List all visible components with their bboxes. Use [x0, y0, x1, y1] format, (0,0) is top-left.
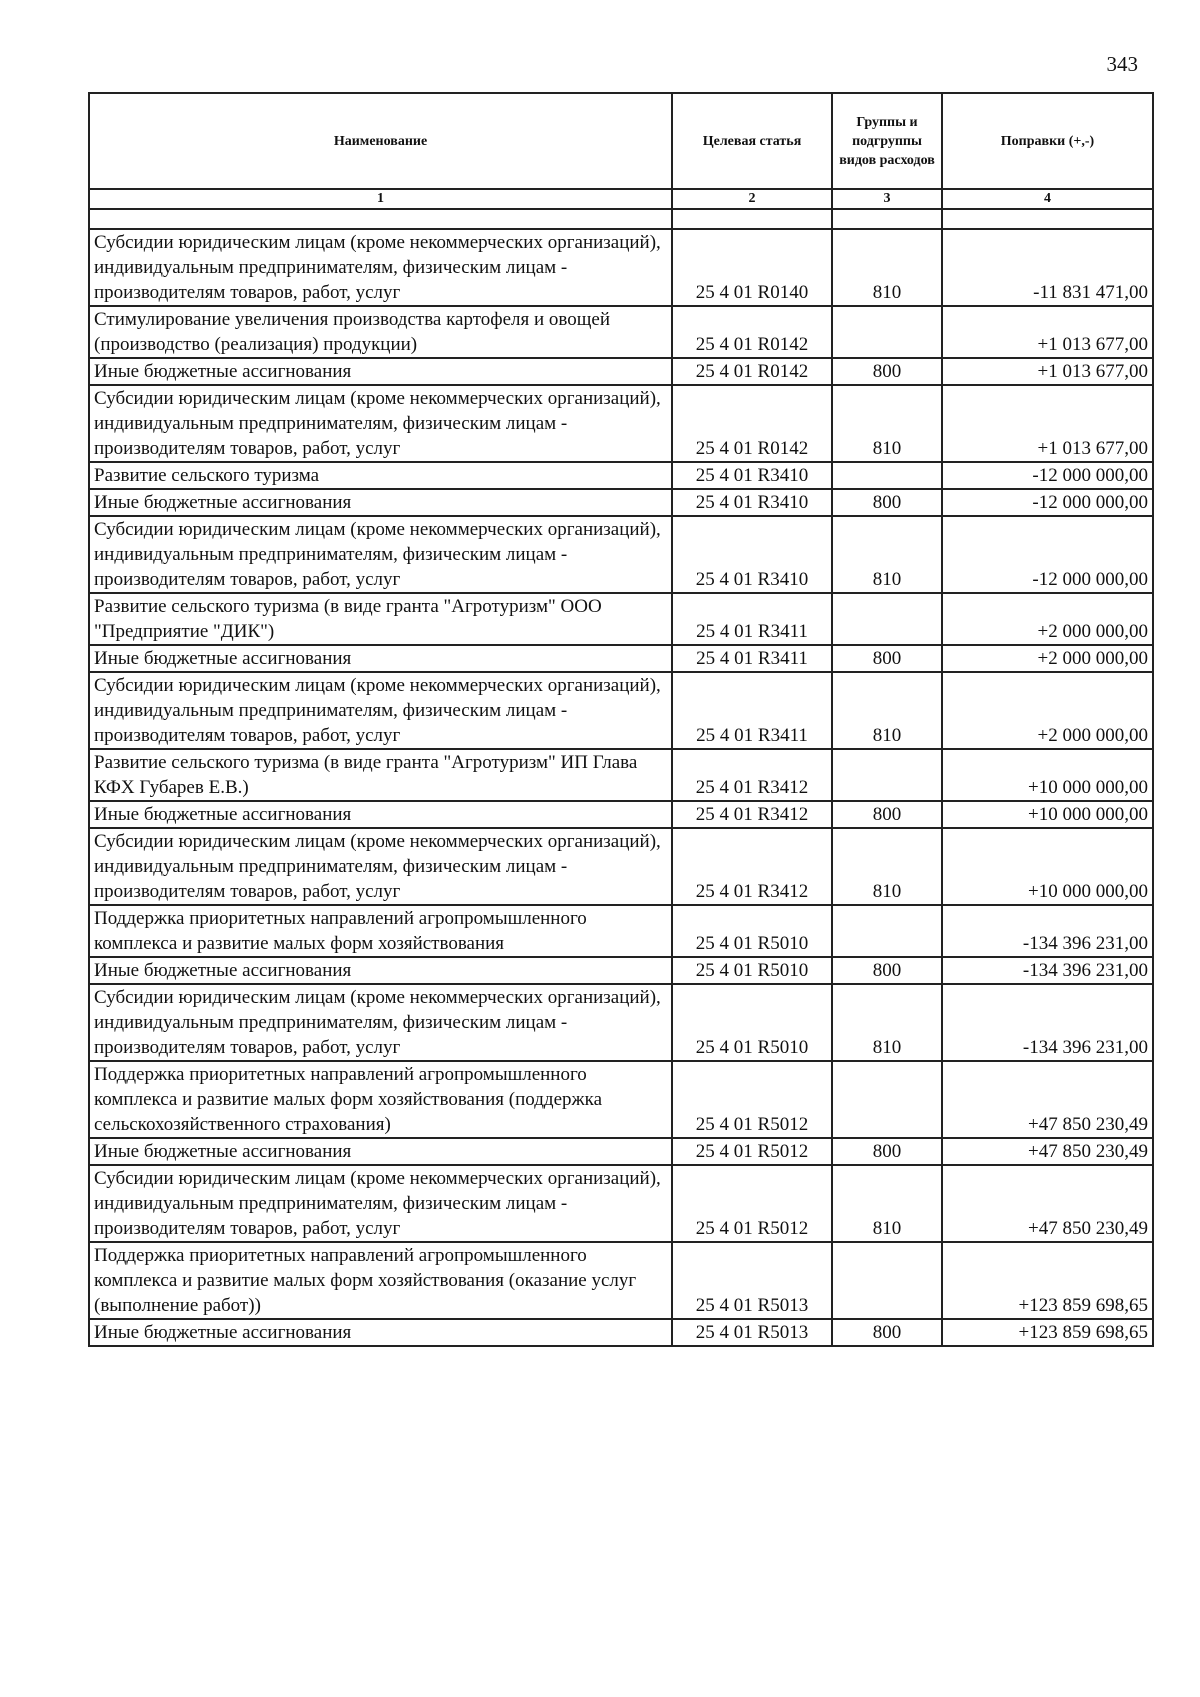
- row-target-code: 25 4 01 R5013: [672, 1319, 832, 1346]
- row-group-code: [832, 1242, 942, 1319]
- row-group-code: 800: [832, 358, 942, 385]
- column-number: 1: [89, 189, 672, 209]
- table-row: [89, 385, 1153, 462]
- row-target-code: 25 4 01 R5010: [672, 905, 832, 957]
- row-group-code: 800: [832, 1319, 942, 1346]
- budget-amendments-table: [88, 92, 1154, 1347]
- row-target-code: 25 4 01 R5010: [672, 984, 832, 1061]
- row-name: Субсидии юридическим лицам (кроме некоммерческих организаций), индивидуальным предпринимателям, физическим лицам - производителям товаров, работ, услуг: [89, 229, 672, 306]
- header-name: Наименование: [89, 93, 672, 189]
- row-name: Субсидии юридическим лицам (кроме некоммерческих организаций), индивидуальным предпринимателям, физическим лицам - производителям товаров, работ, услуг: [89, 672, 672, 749]
- row-group-code: 810: [832, 385, 942, 462]
- row-name: Поддержка приоритетных направлений агропромышленного комплекса и развитие малых форм хозяйствования: [89, 905, 672, 957]
- table-row: [89, 462, 1153, 489]
- row-group-code: 800: [832, 801, 942, 828]
- row-name: Субсидии юридическим лицам (кроме некоммерческих организаций), индивидуальным предпринимателям, физическим лицам - производителям товаров, работ, услуг: [89, 828, 672, 905]
- table-row: [89, 516, 1153, 593]
- row-group-code: 800: [832, 1138, 942, 1165]
- table-row: [89, 358, 1153, 385]
- row-target-code: 25 4 01 R3411: [672, 645, 832, 672]
- table-row: [89, 1165, 1153, 1242]
- table-row: [89, 1319, 1153, 1346]
- row-name: Иные бюджетные ассигнования: [89, 489, 672, 516]
- row-group-code: 810: [832, 672, 942, 749]
- row-amount: -134 396 231,00: [942, 905, 1153, 957]
- row-name: Развитие сельского туризма: [89, 462, 672, 489]
- row-name: Субсидии юридическим лицам (кроме некоммерческих организаций), индивидуальным предпринимателям, физическим лицам - производителям товаров, работ, услуг: [89, 385, 672, 462]
- row-amount: -12 000 000,00: [942, 462, 1153, 489]
- column-number: 2: [672, 189, 832, 209]
- row-amount: -134 396 231,00: [942, 957, 1153, 984]
- row-group-code: [832, 462, 942, 489]
- table-row: [89, 957, 1153, 984]
- row-target-code: 25 4 01 R3410: [672, 489, 832, 516]
- table-row: [89, 645, 1153, 672]
- column-number: 3: [832, 189, 942, 209]
- row-name: Развитие сельского туризма (в виде гранта "Агротуризм" ИП Глава КФХ Губарев Е.В.): [89, 749, 672, 801]
- row-target-code: 25 4 01 R3410: [672, 462, 832, 489]
- row-target-code: 25 4 01 R5012: [672, 1138, 832, 1165]
- row-target-code: 25 4 01 R0140: [672, 229, 832, 306]
- row-name: Иные бюджетные ассигнования: [89, 957, 672, 984]
- row-target-code: 25 4 01 R5012: [672, 1165, 832, 1242]
- row-amount: +47 850 230,49: [942, 1061, 1153, 1138]
- header-target: Целевая статья: [672, 93, 832, 189]
- row-name: Иные бюджетные ассигнования: [89, 1319, 672, 1346]
- row-name: Субсидии юридическим лицам (кроме некоммерческих организаций), индивидуальным предпринимателям, физическим лицам - производителям товаров, работ, услуг: [89, 516, 672, 593]
- row-target-code: 25 4 01 R3411: [672, 593, 832, 645]
- table-row: [89, 593, 1153, 645]
- row-amount: +10 000 000,00: [942, 801, 1153, 828]
- row-amount: -11 831 471,00: [942, 229, 1153, 306]
- row-target-code: 25 4 01 R0142: [672, 306, 832, 358]
- row-name: Субсидии юридическим лицам (кроме некоммерческих организаций), индивидуальным предпринимателям, физическим лицам - производителям товаров, работ, услуг: [89, 984, 672, 1061]
- row-target-code: 25 4 01 R0142: [672, 358, 832, 385]
- row-group-code: 800: [832, 489, 942, 516]
- column-number: 4: [942, 189, 1153, 209]
- row-name: Иные бюджетные ассигнования: [89, 1138, 672, 1165]
- row-amount: +2 000 000,00: [942, 645, 1153, 672]
- table-row: [89, 1242, 1153, 1319]
- row-group-code: [832, 905, 942, 957]
- row-amount: +123 859 698,65: [942, 1242, 1153, 1319]
- row-name: Субсидии юридическим лицам (кроме некоммерческих организаций), индивидуальным предпринимателям, физическим лицам - производителям товаров, работ, услуг: [89, 1165, 672, 1242]
- row-target-code: 25 4 01 R3412: [672, 749, 832, 801]
- table-row: [89, 489, 1153, 516]
- row-name: Стимулирование увеличения производства картофеля и овощей (производство (реализация) продукции): [89, 306, 672, 358]
- row-amount: +47 850 230,49: [942, 1165, 1153, 1242]
- row-amount: +10 000 000,00: [942, 828, 1153, 905]
- row-group-code: 800: [832, 957, 942, 984]
- row-amount: +10 000 000,00: [942, 749, 1153, 801]
- row-target-code: 25 4 01 R5013: [672, 1242, 832, 1319]
- row-name: Иные бюджетные ассигнования: [89, 801, 672, 828]
- row-amount: +2 000 000,00: [942, 593, 1153, 645]
- row-group-code: 810: [832, 516, 942, 593]
- row-group-code: 810: [832, 828, 942, 905]
- row-target-code: 25 4 01 R3410: [672, 516, 832, 593]
- row-group-code: [832, 593, 942, 645]
- row-group-code: [832, 306, 942, 358]
- table-row: [89, 229, 1153, 306]
- header-group: Группы и подгруппы видов расходов: [832, 93, 942, 189]
- row-amount: +1 013 677,00: [942, 358, 1153, 385]
- row-name: Иные бюджетные ассигнования: [89, 358, 672, 385]
- row-amount: +1 013 677,00: [942, 306, 1153, 358]
- row-amount: +47 850 230,49: [942, 1138, 1153, 1165]
- row-group-code: 810: [832, 1165, 942, 1242]
- table-row: [89, 984, 1153, 1061]
- row-target-code: 25 4 01 R3412: [672, 801, 832, 828]
- row-target-code: 25 4 01 R5012: [672, 1061, 832, 1138]
- row-group-code: [832, 1061, 942, 1138]
- row-group-code: 800: [832, 645, 942, 672]
- table-header: [89, 93, 1153, 209]
- row-amount: -12 000 000,00: [942, 516, 1153, 593]
- row-group-code: 810: [832, 229, 942, 306]
- table-body: [89, 209, 1153, 1346]
- row-name: Поддержка приоритетных направлений агропромышленного комплекса и развитие малых форм хозяйствования (поддержка сельскохозяйственного страхования): [89, 1061, 672, 1138]
- table-row: [89, 801, 1153, 828]
- row-target-code: 25 4 01 R0142: [672, 385, 832, 462]
- row-name: Развитие сельского туризма (в виде гранта "Агротуризм" ООО "Предприятие "ДИК"): [89, 593, 672, 645]
- table-row: [89, 749, 1153, 801]
- row-amount: -134 396 231,00: [942, 984, 1153, 1061]
- row-amount: +123 859 698,65: [942, 1319, 1153, 1346]
- row-amount: +1 013 677,00: [942, 385, 1153, 462]
- row-group-code: 810: [832, 984, 942, 1061]
- header-amount: Поправки (+,-): [942, 93, 1153, 189]
- row-amount: +2 000 000,00: [942, 672, 1153, 749]
- row-name: Поддержка приоритетных направлений агропромышленного комплекса и развитие малых форм хозяйствования (оказание услуг (выполнение работ)): [89, 1242, 672, 1319]
- row-name: Иные бюджетные ассигнования: [89, 645, 672, 672]
- table-row: [89, 1138, 1153, 1165]
- table-row: [89, 1061, 1153, 1138]
- row-group-code: [832, 749, 942, 801]
- row-target-code: 25 4 01 R5010: [672, 957, 832, 984]
- table-row: [89, 828, 1153, 905]
- row-amount: -12 000 000,00: [942, 489, 1153, 516]
- table-row: [89, 306, 1153, 358]
- page-number: 343: [1106, 52, 1138, 76]
- row-target-code: 25 4 01 R3411: [672, 672, 832, 749]
- table-row: [89, 905, 1153, 957]
- row-target-code: 25 4 01 R3412: [672, 828, 832, 905]
- table-row: [89, 672, 1153, 749]
